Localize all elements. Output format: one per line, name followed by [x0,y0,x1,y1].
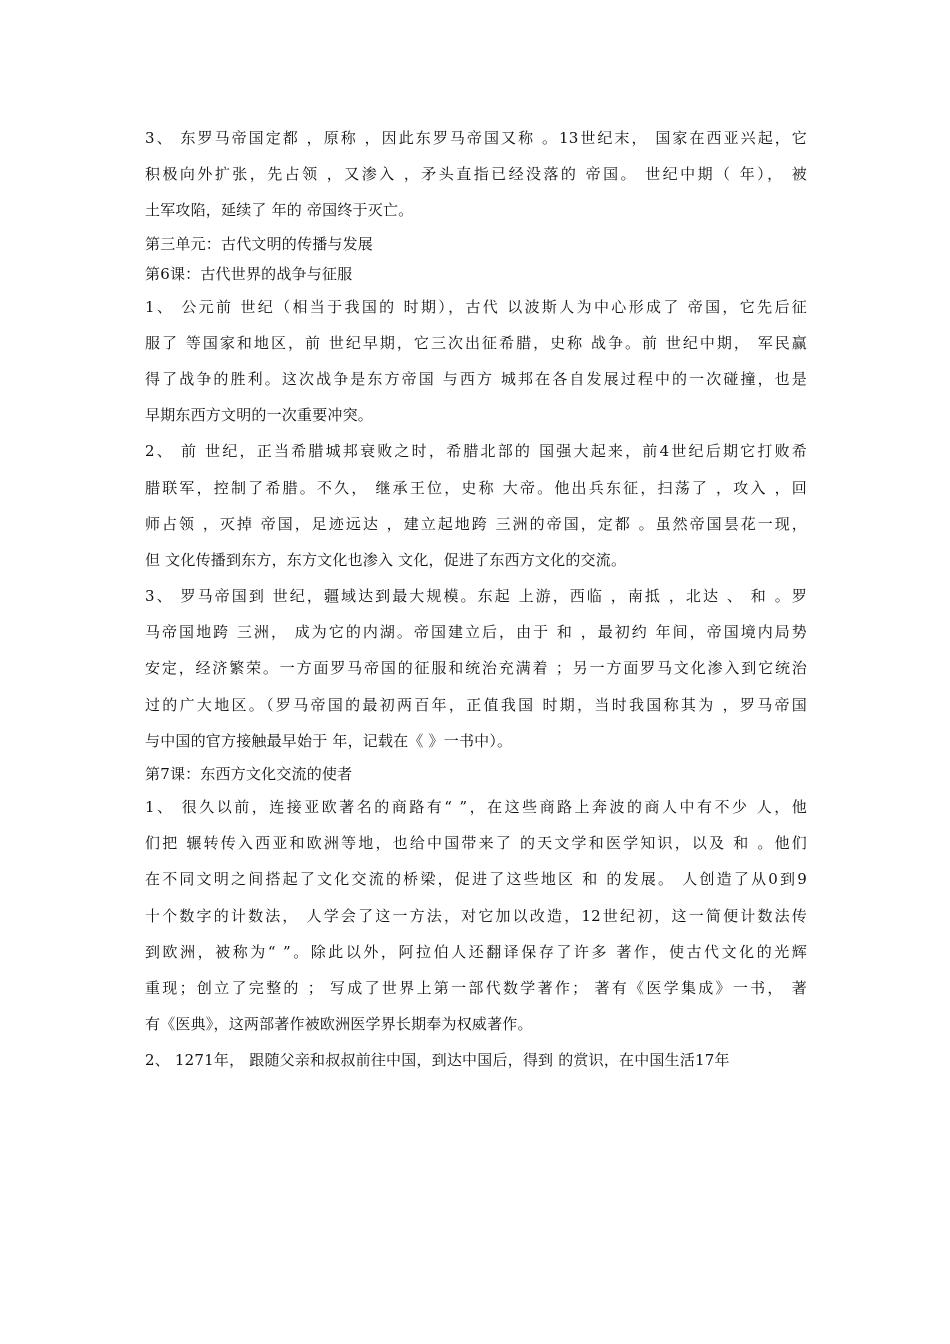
paragraph-line: 1、 很久以前，连接亚欧著名的商路有“ ”，在这些商路上奔波的商人中有不少 人，他 [145,798,807,816]
paragraph-line: 服了 等国家和地区，前 世纪早期，它三次出征希腊，史称 战争。前 世纪中期， 军民赢 [145,333,807,352]
paragraph-line: 与中国的官方接触最早始于 年，记载在《 》一书中）。 [145,731,513,750]
paragraph-line: 马帝国地跨 三洲， 成为它的内湖。帝国建立后，由于 和 ，最初约 年间，帝国境内局势 [145,623,807,642]
section-heading: 第6课：古代世界的战争与征服 [145,264,353,283]
paragraph [145,789,807,1042]
paragraph-line: 安定，经济繁荣。一方面罗马帝国的征服和统治充满着 ；另一方面罗马文化渗入到它统治 [145,659,807,678]
paragraph-line: 早期东西方文明的一次重要冲突。 [145,406,374,425]
paragraph-line: 1、 公元前 世纪（相当于我国的 时期），古代 以波斯人为中心形成了 帝国，它先后征 [145,297,807,316]
paragraph-line: 们把 辗转传入西亚和欧洲等地，也给中国带来了 的天文学和医学知识，以及 和 。他们 [145,834,807,853]
paragraph-line: 十个数字的计数法， 人学会了这一方法，对它加以改造，12世纪初，这一简便计数法传 [145,906,807,925]
paragraph-line: 在不同文明之间搭起了文化交流的桥梁，促进了这些地区 和 的发展。 人创造了从0到9 [145,870,807,889]
paragraph-line: 2、 前 世纪，正当希腊城邦衰败之时，希腊北部的 国强大起来，前4世纪后期它打败希 [145,442,807,461]
paragraph-line: 过的广大地区。（罗马帝国的最初两百年，正值我国 时期，当时我国称其为 ，罗马帝国 [145,695,807,714]
document-body [145,120,807,1079]
paragraph-line: 师占领 ，灭掉 帝国，足迹远达 ，建立起地跨 三洲的帝国，定都 。虽然帝国昙花一现， [145,514,807,533]
section-heading: 第三单元：古代文明的传播与发展 [145,234,374,253]
paragraph-line: 到欧洲，被称为“ ”。除此以外，阿拉伯人还翻译保存了许多 著作，使古代文化的光辉 [145,942,807,961]
paragraph [145,578,807,759]
paragraph-line: 2、 1271年， 跟随父亲和叔叔前往中国，到达中国后，得到 的赏识，在中国生活17年 [145,1051,730,1070]
paragraph-line: 但 文化传播到东方，东方文化也渗入 文化，促进了东西方文化的交流。 [145,550,627,569]
paragraph-line: 土军攻陷，延续了 年的 帝国终于灭亡。 [145,201,414,220]
paragraph-line: 3、 罗马帝国到 世纪，疆域达到最大规模。东起 上游，西临 ，南抵 ，北达 、 和 。罗 [145,587,807,606]
section-heading: 第7课：东西方文化交流的使者 [145,765,353,783]
paragraph [145,1042,807,1078]
paragraph-line: 有《医典》，这两部著作被欧洲医学界长期奉为权威著作。 [145,1015,533,1034]
paragraph [145,120,807,229]
paragraph-line: 积极向外扩张，先占领 ，又渗入 ，矛头直指已经没落的 帝国。 世纪中期（ 年）， 被 [145,165,807,184]
paragraph-line: 3、 东罗马帝国定都 ，原称 ，因此东罗马帝国又称 。13世纪末， 国家在西亚兴起，它 [145,129,807,147]
paragraph-line: 得了战争的胜利。这次战争是东方帝国 与西方 城邦在各自发展过程中的一次碰撞，也是 [145,369,807,388]
paragraph-line: 腊联军，控制了希腊。不久， 继承王位，史称 大帝。他出兵东征，扫荡了 ，攻入 ，回 [145,478,807,497]
paragraph [145,289,807,434]
paragraph [145,433,807,578]
paragraph-line: 重现；创立了完整的 ； 写成了世界上第一部代数学著作； 著有《医学集成》一书， 著 [145,978,807,997]
